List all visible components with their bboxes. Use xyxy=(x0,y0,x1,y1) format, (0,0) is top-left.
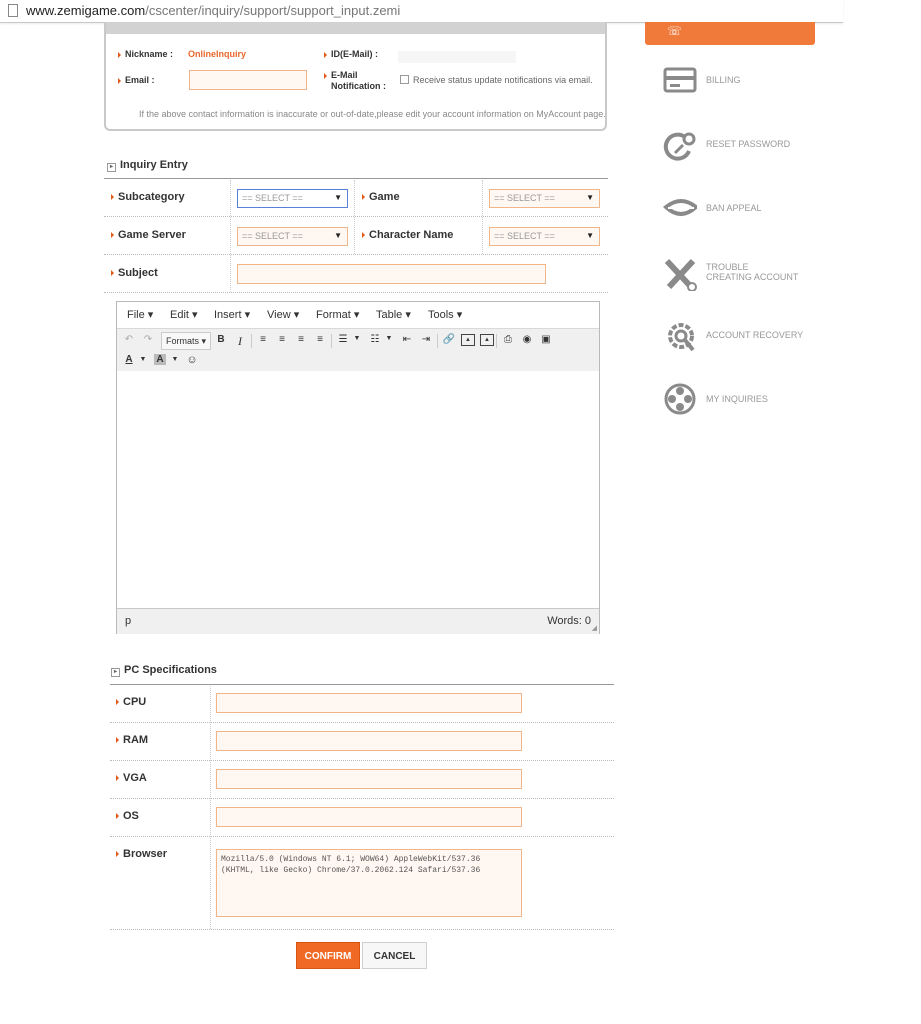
divider xyxy=(104,254,608,255)
italic-icon[interactable]: I xyxy=(238,334,242,348)
element-path: p xyxy=(125,615,132,627)
sidebar-active-item[interactable] xyxy=(645,22,815,45)
divider xyxy=(104,292,608,293)
phone-icon: ☏ xyxy=(667,24,683,38)
subcategory-label: Subcategory xyxy=(111,191,185,203)
toolbar-separator xyxy=(437,334,438,348)
contact-info-note: If the above contact information is inaccurate or out-of-date,please edit your account information on MyAccount page. xyxy=(139,109,606,119)
nickname-value: OnlineInquiry xyxy=(188,49,247,59)
divider xyxy=(110,929,614,930)
menu-table[interactable]: Table ▾ xyxy=(376,309,411,321)
chevron-down-icon[interactable]: ▼ xyxy=(385,335,393,342)
ram-label: RAM xyxy=(116,734,148,746)
formats-dropdown[interactable]: Formats ▾ xyxy=(161,332,211,350)
rich-text-editor xyxy=(116,301,600,634)
column-divider xyxy=(482,180,483,254)
dropdown-arrow-icon: ▼ xyxy=(334,193,342,202)
column-divider xyxy=(230,180,231,292)
subject-label: Subject xyxy=(111,267,158,279)
media-icon[interactable]: ▲ xyxy=(480,334,494,346)
divider xyxy=(110,836,614,837)
address-bar[interactable] xyxy=(0,0,843,23)
subject-input[interactable] xyxy=(237,264,546,284)
editor-menubar xyxy=(117,302,599,328)
undo-icon[interactable]: ↶ xyxy=(124,334,134,345)
cancel-button[interactable]: CANCEL xyxy=(362,942,427,969)
preview-eye-icon[interactable]: ◉ xyxy=(522,334,532,345)
contact-info-box xyxy=(104,22,607,131)
card-icon xyxy=(663,65,697,99)
word-count: Words: 0 xyxy=(547,615,591,627)
toolbar-separator xyxy=(251,334,252,348)
contact-box-header xyxy=(106,22,605,34)
menu-edit[interactable]: Edit ▾ xyxy=(170,309,198,321)
column-divider xyxy=(210,686,211,929)
inquiry-entry-heading: ▸ Inquiry Entry xyxy=(107,159,188,172)
sidebar-item-label: TROUBLE CREATING ACCOUNT xyxy=(706,262,799,282)
align-right-icon[interactable]: ≡ xyxy=(298,334,304,345)
confirm-button[interactable]: CONFIRM xyxy=(296,942,360,969)
key-reset-icon xyxy=(663,129,697,163)
email-label: Email : xyxy=(118,75,155,85)
chevron-down-icon[interactable]: ▼ xyxy=(139,356,147,363)
chevron-down-icon[interactable]: ▼ xyxy=(171,356,179,363)
x-tools-icon xyxy=(663,257,697,291)
divider xyxy=(104,178,608,179)
page-icon xyxy=(8,4,18,17)
menu-tools[interactable]: Tools ▾ xyxy=(428,309,463,321)
fullscreen-icon[interactable]: ▣ xyxy=(541,334,551,345)
sidebar-item-billing[interactable] xyxy=(660,63,810,97)
os-input[interactable] xyxy=(216,807,522,827)
sidebar-item-label: RESET PASSWORD xyxy=(706,139,791,149)
print-icon[interactable]: ⎙ xyxy=(504,334,512,345)
divider xyxy=(110,760,614,761)
sidebar-item-trouble-creating-account[interactable] xyxy=(660,255,810,291)
id-email-value xyxy=(398,51,516,63)
lips-icon xyxy=(663,195,697,229)
dropdown-arrow-icon: ▼ xyxy=(586,231,594,240)
chevron-down-icon[interactable]: ▼ xyxy=(353,335,361,342)
film-reel-icon xyxy=(663,382,697,416)
sidebar-item-label: MY INQUIRIES xyxy=(706,394,768,404)
emoticon-icon[interactable]: ☺ xyxy=(186,354,198,366)
bold-icon[interactable]: B xyxy=(217,334,225,345)
menu-file[interactable]: File ▾ xyxy=(127,309,154,321)
character-name-label: Character Name xyxy=(362,229,453,241)
editor-content-area[interactable] xyxy=(117,371,599,607)
editor-toolbar xyxy=(117,328,599,372)
editor-statusbar xyxy=(117,608,599,634)
subcategory-select[interactable]: == SELECT == ▼ xyxy=(237,189,348,208)
email-input[interactable] xyxy=(189,70,307,90)
background-color-icon[interactable]: A xyxy=(154,354,166,365)
toolbar-separator xyxy=(496,334,497,348)
divider xyxy=(110,684,614,685)
sidebar-item-ban-appeal[interactable] xyxy=(660,191,810,225)
link-icon[interactable]: 🔗 xyxy=(442,334,456,345)
numbered-list-icon[interactable]: ☷ xyxy=(370,334,380,345)
character-name-select[interactable]: == SELECT == ▼ xyxy=(489,227,600,246)
align-center-icon[interactable]: ≡ xyxy=(279,334,285,345)
menu-view[interactable]: View ▾ xyxy=(267,309,300,321)
email-notification-text: Receive status update notifications via email. xyxy=(413,75,593,85)
browser-label: Browser xyxy=(116,848,167,860)
vga-label: VGA xyxy=(116,772,147,784)
dropdown-arrow-icon: ▼ xyxy=(586,193,594,202)
dropdown-arrow-icon: ▼ xyxy=(334,231,342,240)
sidebar-item-reset-password[interactable] xyxy=(660,127,810,161)
sidebar-item-label: BILLING xyxy=(706,75,741,85)
game-server-select[interactable]: == SELECT == ▼ xyxy=(237,227,348,246)
indent-icon[interactable]: ⇥ xyxy=(421,334,431,345)
column-divider xyxy=(354,180,355,254)
game-server-label: Game Server xyxy=(111,229,186,241)
nickname-label: Nickname : xyxy=(118,49,173,59)
ram-input[interactable] xyxy=(216,731,522,751)
menu-insert[interactable]: Insert ▾ xyxy=(214,309,251,321)
align-justify-icon[interactable]: ≡ xyxy=(317,334,323,345)
pc-specifications-heading: ▸ PC Specifications xyxy=(111,664,217,677)
cpu-label: CPU xyxy=(116,696,146,708)
resize-handle-icon[interactable]: ◢ xyxy=(591,625,597,632)
menu-format[interactable]: Format ▾ xyxy=(316,309,360,321)
email-notification-label: E-Mail Notification : xyxy=(324,70,386,92)
sidebar-item-account-recovery[interactable] xyxy=(660,318,820,354)
id-email-label: ID(E-Mail) : xyxy=(324,49,378,59)
divider xyxy=(110,722,614,723)
url-text[interactable]: www.zemigame.com/cscenter/inquiry/support/support_input.zemi xyxy=(26,3,401,18)
text-color-icon[interactable]: A xyxy=(125,354,133,365)
game-label: Game xyxy=(362,191,400,203)
os-label: OS xyxy=(116,810,139,822)
browser-textarea[interactable] xyxy=(216,849,522,917)
email-notification-checkbox[interactable] xyxy=(400,75,409,84)
align-left-icon[interactable]: ≡ xyxy=(260,334,266,345)
sidebar-item-my-inquiries[interactable] xyxy=(660,382,810,416)
image-icon[interactable]: ▲ xyxy=(461,334,475,346)
game-select[interactable]: == SELECT == ▼ xyxy=(489,189,600,208)
vga-input[interactable] xyxy=(216,769,522,789)
redo-icon[interactable]: ↷ xyxy=(143,334,153,345)
cpu-input[interactable] xyxy=(216,693,522,713)
divider xyxy=(104,216,608,217)
toolbar-separator xyxy=(331,334,332,348)
outdent-icon[interactable]: ⇤ xyxy=(402,334,412,345)
sidebar-item-label: ACCOUNT RECOVERY xyxy=(706,330,804,340)
bullet-list-icon[interactable]: ☰ xyxy=(338,334,348,345)
magnifier-gear-icon xyxy=(663,318,697,352)
divider xyxy=(110,798,614,799)
sidebar-item-label: BAN APPEAL xyxy=(706,203,762,213)
